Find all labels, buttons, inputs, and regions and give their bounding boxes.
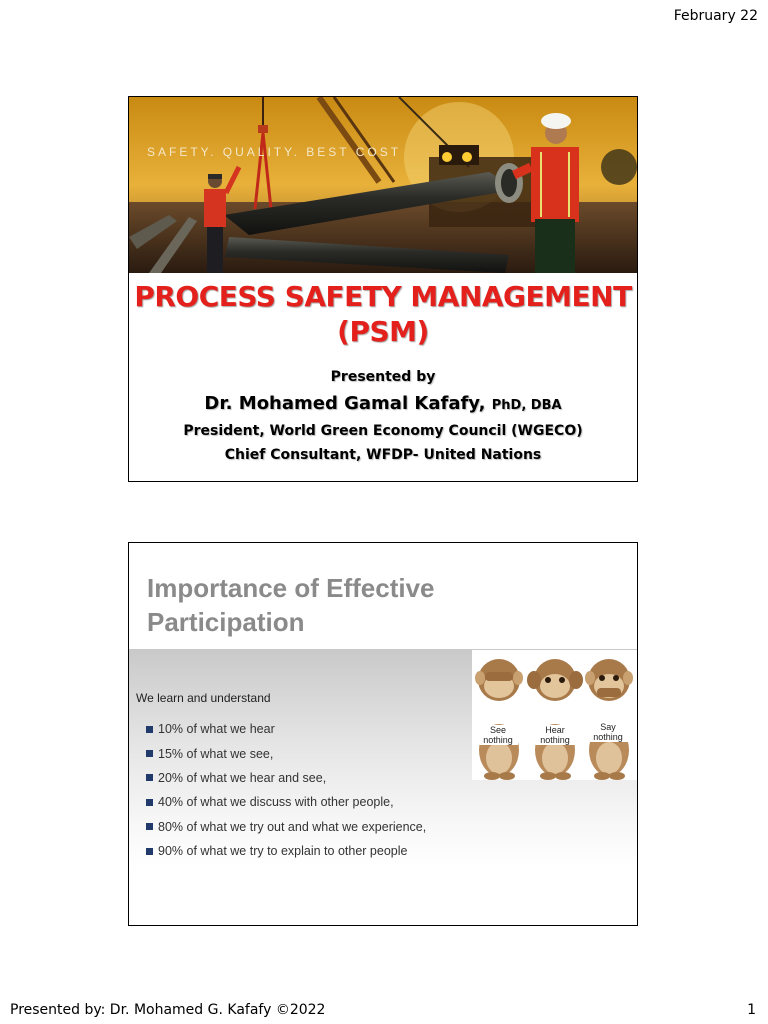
banner-tagline: SAFETY. QUALITY. BEST COST bbox=[147, 145, 402, 159]
author-line bbox=[129, 393, 637, 414]
square-bullet-icon bbox=[146, 848, 153, 855]
learning-list bbox=[146, 717, 426, 863]
monkey-sign: Hear nothing bbox=[535, 725, 575, 745]
three-wise-monkeys-image bbox=[472, 650, 637, 780]
footer-presenter: Presented by: Dr. Mohamed G. Kafafy ©2022 bbox=[10, 1002, 326, 1018]
slide-thumbnail-participation bbox=[128, 542, 638, 926]
list-item: 20% of what we hear and see, bbox=[146, 766, 426, 790]
page-number: 1 bbox=[747, 1002, 756, 1018]
list-item: 40% of what we discuss with other people, bbox=[146, 790, 426, 814]
list-item: 90% of what we try to explain to other people bbox=[146, 839, 426, 863]
slide-title-line2: (PSM) bbox=[337, 315, 429, 348]
slide-thumbnail-title bbox=[128, 96, 638, 482]
author-position-2: Chief Consultant, WFDP- United Nations bbox=[224, 447, 542, 463]
square-bullet-icon bbox=[146, 750, 153, 757]
author-name: Dr. Mohamed Gamal Kafafy, bbox=[204, 393, 486, 414]
header-date: February 22 bbox=[673, 8, 758, 24]
intro-text: We learn and understand bbox=[136, 691, 271, 705]
slide-title-line2: Participation bbox=[147, 607, 305, 637]
monkey-sign: Say nothing bbox=[587, 722, 629, 742]
square-bullet-icon bbox=[146, 799, 153, 806]
slide-title-line1: Importance of Effective bbox=[147, 573, 435, 603]
slide-title bbox=[147, 571, 435, 639]
list-item: 15% of what we see, bbox=[146, 741, 426, 765]
author-position-1: President, World Green Economy Council (WGECO) bbox=[183, 423, 583, 439]
square-bullet-icon bbox=[146, 823, 153, 830]
list-item: 10% of what we hear bbox=[146, 717, 426, 741]
monkey-sign: See nothing bbox=[478, 725, 518, 745]
author-degrees: PhD, DBA bbox=[491, 398, 562, 413]
square-bullet-icon bbox=[146, 774, 153, 781]
presented-by-label: Presented by bbox=[330, 369, 436, 385]
square-bullet-icon bbox=[146, 726, 153, 733]
banner-image-pipeline-workers bbox=[129, 97, 637, 273]
list-item: 80% of what we try out and what we experience, bbox=[146, 815, 426, 839]
slide-title-line1: PROCESS SAFETY MANAGEMENT bbox=[134, 280, 632, 313]
